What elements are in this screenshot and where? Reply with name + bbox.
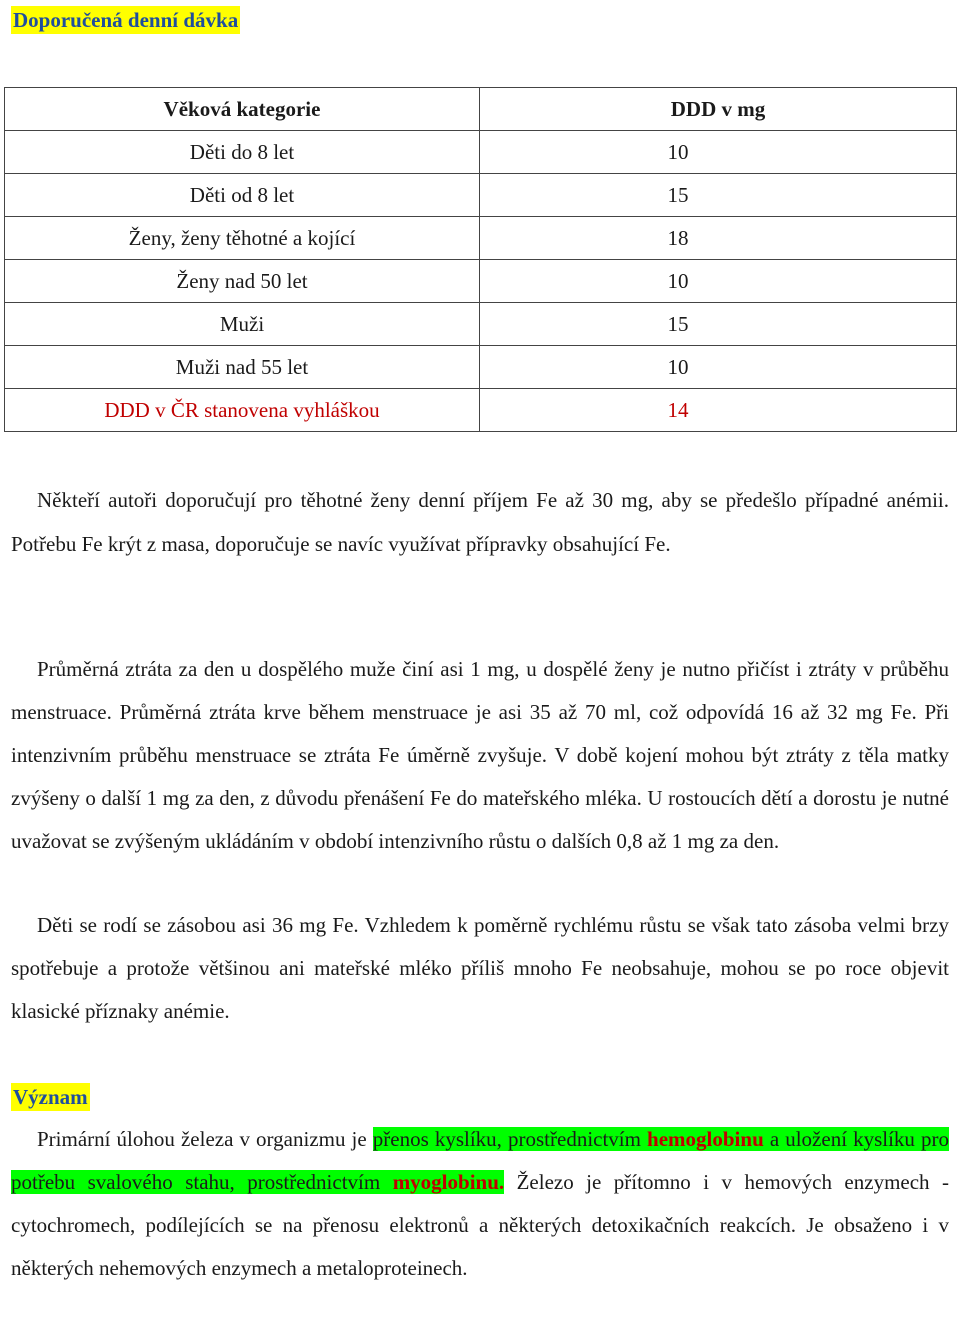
table-row [5,346,957,389]
table-row [5,303,957,346]
paragraph-function [11,1118,949,1290]
table-cell-category: Ženy, ženy těhotné a kojící [5,217,480,260]
term-hemoglobin: hemoglobinu [647,1127,764,1151]
table-header-age: Věková kategorie [5,88,480,131]
text-segment: Primární úlohou železa v organizmu je [37,1127,373,1151]
table-cell-dose: 14 [480,389,957,432]
table-cell-category: Děti od 8 let [5,174,480,217]
table-row [5,174,957,217]
table-cell-dose: 10 [480,131,957,174]
table-cell-category: Muži nad 55 let [5,346,480,389]
paragraph-children: Děti se rodí se zásobou asi 36 mg Fe. Vzhledem k poměrně rychlému růstu se však tato zásoba velmi brzy spotřebuje a protože většinou ani mateřské mléko příliš mnoho Fe neobsahuje, mohou se po roce objevit klasické příznaky anémie. [11,913,949,1023]
term-myoglobin: myoglobinu. [392,1170,505,1194]
table-header-dose: DDD v mg [480,88,957,131]
table-row-legal [5,389,957,432]
table-cell-category: DDD v ČR stanovena vyhláškou [5,389,480,432]
highlight-oxygen-storage: a uložení kyslíku pro potřebu svalového stahu, prostřednictvím [11,1127,949,1194]
table-cell-dose: 15 [480,174,957,217]
heading-meaning: Význam [13,1085,88,1109]
table-row [5,131,957,174]
paragraph-pregnancy: Někteří autoři doporučují pro těhotné ženy denní příjem Fe až 30 mg, aby se předešlo případné anémii. Potřebu Fe krýt z masa, doporučuje se navíc využívat přípravky obsahující Fe. [11,488,949,556]
dose-table [4,87,957,432]
text-segment: Železo je přítomno i v hemových enzymech - cytochromech, podílejících se na přenosu elektronů a některých detoxikačních reakcích. Je obsaženo i v některých nehemových enzymech a metaloproteinech. [11,1170,949,1280]
table-header-row [5,88,957,131]
table-cell-dose: 18 [480,217,957,260]
table-cell-category: Muži [5,303,480,346]
table-cell-dose: 10 [480,260,957,303]
table-cell-category: Děti do 8 let [5,131,480,174]
paragraph-losses: Průměrná ztráta za den u dospělého muže činí asi 1 mg, u dospělé ženy je nutno přičíst i ztráty v průběhu menstruace. Průměrná ztráta krve během menstruace je asi 35 až 70 ml, což odpovídá 16 až 32 mg Fe. Při intenzivním průběhu menstruace se ztráta Fe úměrně zvyšuje. V době kojení mohou být ztráty z těla matky zvýšeny o další 1 mg za den, z důvodu přenášení Fe do mateřského mléka. U rostoucích dětí a dorostu je nutné uvažovat se zvýšeným ukládáním v období intenzivního růstu o dalších 0,8 až 1 mg za den. [11,657,949,853]
table-cell-dose: 15 [480,303,957,346]
table-row [5,260,957,303]
table-cell-dose: 10 [480,346,957,389]
table-cell-category: Ženy nad 50 let [5,260,480,303]
heading-recommended-dose: Doporučená denní dávka [13,8,239,32]
table-row [5,217,957,260]
highlight-oxygen-transport: přenos kyslíku, prostřednictvím [372,1127,648,1151]
